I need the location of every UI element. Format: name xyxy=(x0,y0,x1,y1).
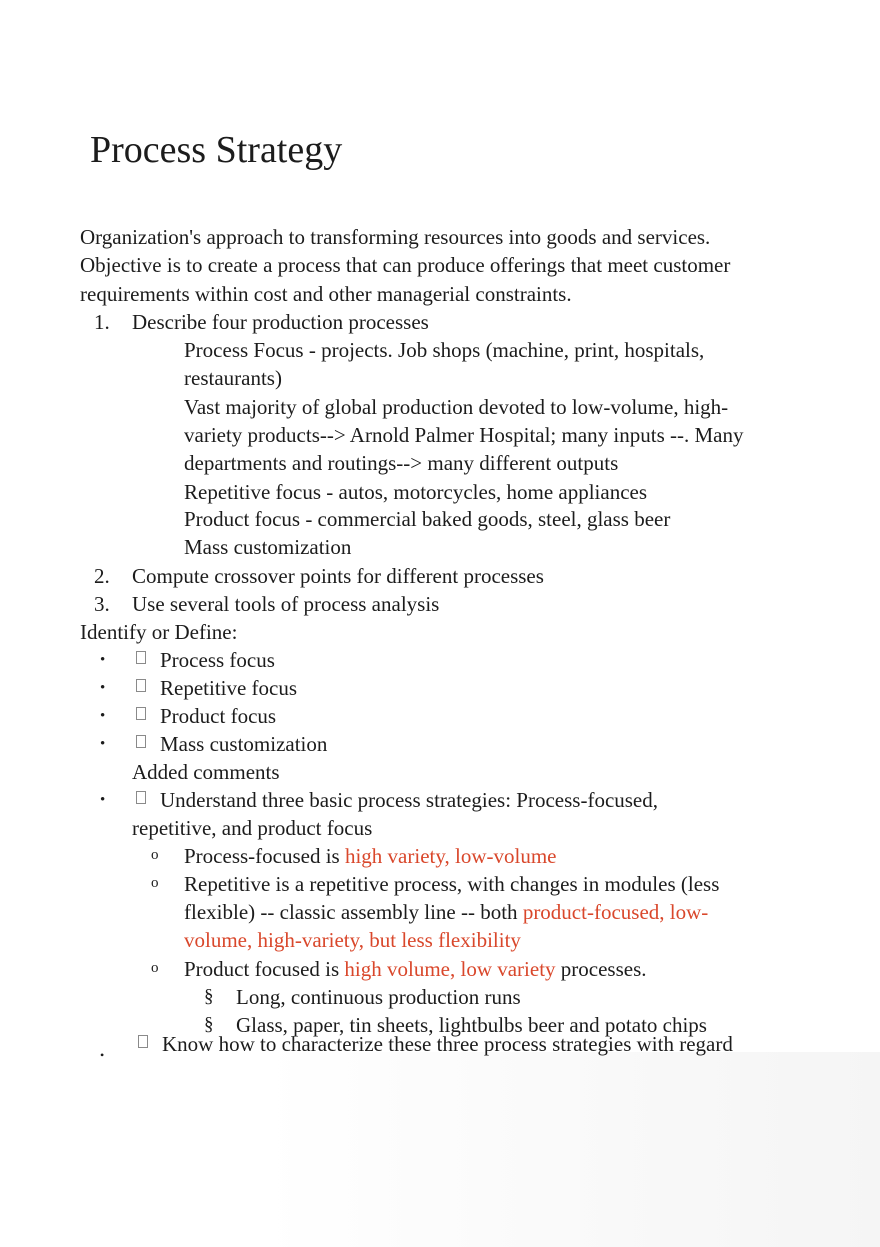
identify-item: Mass customization xyxy=(160,732,328,756)
intro-line-1: Organization's approach to transforming resources into goods and services. xyxy=(80,225,711,249)
strategy-3-sub-2: Glass, paper, tin sheets, lightbulbs beer and potato chips xyxy=(236,1013,707,1037)
list-item-1: Describe four production processes xyxy=(132,310,429,334)
list-item-3: Use several tools of process analysis xyxy=(132,592,440,616)
sub-line: Process Focus - projects. Job shops (machine, print, hospitals, xyxy=(184,338,705,362)
section-mark: § xyxy=(204,986,214,1007)
highlight-text: product-focused, low- xyxy=(522,900,709,924)
added-comments: Added comments xyxy=(132,760,280,784)
highlight-text: high variety, low-volume xyxy=(344,844,557,868)
checkbox-icon xyxy=(138,1035,148,1048)
strategy-3: Product focused is high volume, low variety processes. xyxy=(184,957,647,981)
circle-bullet: o xyxy=(151,960,159,976)
intro-line-2: Objective is to create a process that can produce offerings that meet customer xyxy=(80,253,731,277)
bullet: • xyxy=(100,680,106,696)
identify-item: Repetitive focus xyxy=(160,676,298,700)
strategy-2-line-3: volume, high-variety, but less flexibility xyxy=(184,928,521,952)
bullet: • xyxy=(100,736,106,752)
sub-line: departments and routings--> many different outputs xyxy=(184,451,619,475)
bullet: • xyxy=(100,708,106,724)
bullet: • xyxy=(100,652,106,668)
list-number-1: 1. xyxy=(94,310,110,334)
identify-item: Process focus xyxy=(160,648,275,672)
checkbox-icon xyxy=(136,707,146,720)
sub-line: variety products--> Arnold Palmer Hospital; many inputs --. Many xyxy=(184,423,744,447)
circle-bullet: o xyxy=(151,875,159,891)
section-mark: § xyxy=(204,1014,214,1035)
circle-bullet: o xyxy=(151,847,159,863)
sub-line: Product focus - commercial baked goods, steel, glass beer xyxy=(184,507,671,531)
list-number-2: 2. xyxy=(94,564,110,588)
sub-line: Vast majority of global production devoted to low-volume, high- xyxy=(184,395,729,419)
highlight-text: high volume, low variety xyxy=(344,957,556,981)
sub-line: Mass customization xyxy=(184,535,352,559)
bullet: • xyxy=(100,1048,105,1062)
understand-line-2: repetitive, and product focus xyxy=(132,816,373,840)
bullet: • xyxy=(100,792,106,808)
list-item-2: Compute crossover points for different processes xyxy=(132,564,544,588)
list-number-3: 3. xyxy=(94,592,110,616)
page-shading xyxy=(0,1052,880,1247)
sub-line: Repetitive focus - autos, motorcycles, home appliances xyxy=(184,480,648,504)
strategy-3-sub-1: Long, continuous production runs xyxy=(236,985,521,1009)
strategy-2-line-2: flexible) -- classic assembly line -- both product-focused, low- xyxy=(184,900,709,924)
checkbox-icon xyxy=(136,679,146,692)
page-title: Process Strategy xyxy=(90,129,343,171)
checkbox-icon xyxy=(136,735,146,748)
intro-line-3: requirements within cost and other managerial constraints. xyxy=(80,282,572,306)
strategy-1: Process-focused is high variety, low-volume xyxy=(184,844,557,868)
checkbox-icon xyxy=(136,791,146,804)
strategy-2-line-1: Repetitive is a repetitive process, with changes in modules (less xyxy=(184,872,720,896)
identify-heading: Identify or Define: xyxy=(80,620,238,644)
understand-line-1: Understand three basic process strategies: Process-focused, xyxy=(160,788,659,812)
sub-line: restaurants) xyxy=(184,366,282,390)
last-line: Know how to characterize these three process strategies with regard xyxy=(162,1032,733,1056)
checkbox-icon xyxy=(136,651,146,664)
identify-item: Product focus xyxy=(160,704,277,728)
